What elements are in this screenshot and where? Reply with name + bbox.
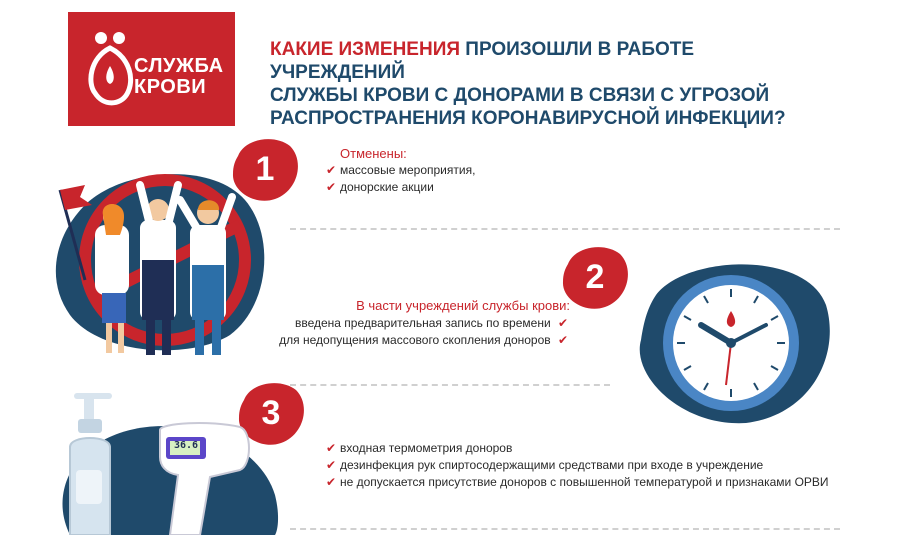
- section-divider: [290, 228, 840, 230]
- sanitizer-thermometer-illustration: [40, 385, 280, 535]
- section-3-item: ✔ дезинфекция рук спиртосодержащими средствами при входе в учреждение: [326, 458, 764, 472]
- section-2-number-badge: [560, 244, 630, 310]
- section-2-content: [280, 298, 570, 313]
- section-1-content: [340, 146, 407, 161]
- section-2-item: введена предварительная запись по времени ✔: [294, 316, 568, 330]
- checkmark-icon: ✔: [326, 163, 337, 177]
- blood-drop-family-icon: [85, 28, 135, 108]
- checkmark-icon: ✔: [326, 441, 337, 455]
- section-3-item: ✔ не допускается присутствие доноров с повышенной температурой и признаками ОРВИ: [326, 475, 829, 489]
- title-line3: РАСПРОСТРАНЕНИЯ КОРОНАВИРУСНОЙ ИНФЕКЦИИ?: [270, 108, 786, 129]
- section-divider: [290, 528, 840, 530]
- checkmark-icon: ✔: [557, 316, 568, 330]
- section-3-number: 3: [261, 393, 281, 432]
- checkmark-icon: ✔: [326, 458, 337, 472]
- title-line2: СЛУЖБЫ КРОВИ С ДОНОРАМИ В СВЯЗИ С УГРОЗОЙ: [270, 85, 770, 106]
- checkmark-icon: ✔: [326, 180, 337, 194]
- title-highlight: КАКИЕ ИЗМЕНЕНИЯ: [270, 39, 461, 60]
- logo-line1: СЛУЖБА: [134, 55, 224, 77]
- section-1-title: Отменены:: [340, 146, 407, 161]
- section-1-number-badge: [230, 136, 300, 202]
- section-2-title: В части учреждений службы крови:: [356, 298, 570, 313]
- logo-line2: КРОВИ: [134, 76, 207, 98]
- page-title: [270, 38, 830, 130]
- section-divider: [290, 384, 610, 386]
- clock-illustration: [636, 255, 836, 425]
- sanitizer-bottle-icon: [70, 393, 112, 535]
- section-3-item: ✔ входная термометрия доноров: [326, 441, 513, 455]
- section-1-item: ✔ донорские акции: [326, 180, 434, 194]
- checkmark-icon: ✔: [557, 333, 568, 347]
- section-2-item: для недопущения массового скопления доноров ✔: [279, 333, 568, 347]
- section-1-number: 1: [255, 149, 275, 188]
- thermometer-reading: 36.6: [173, 440, 199, 451]
- section-2-number: 2: [585, 257, 605, 296]
- section-1-item: ✔ массовые мероприятия,: [326, 163, 476, 177]
- checkmark-icon: ✔: [326, 475, 337, 489]
- title-rest: ПРОИЗОШЛИ В РАБОТЕ УЧРЕЖДЕНИЙ: [270, 39, 695, 83]
- brand-logo-text: [134, 56, 224, 98]
